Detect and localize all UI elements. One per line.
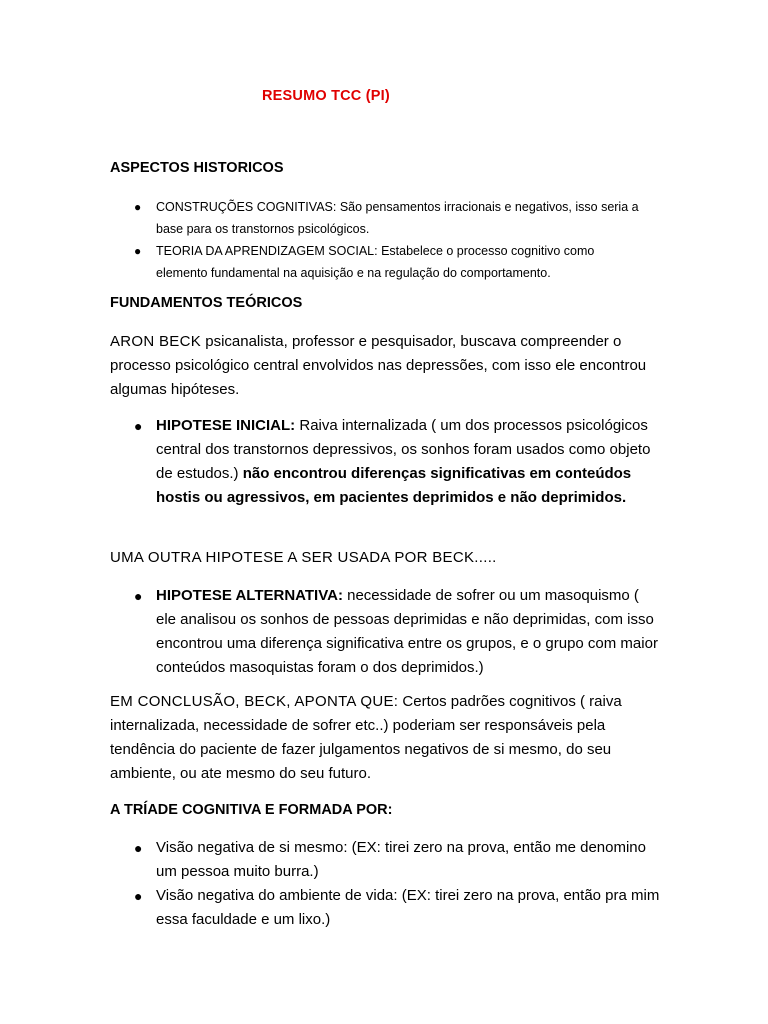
item-label: TEORIA DA APRENDIZAGEM SOCIAL: (156, 244, 378, 258)
historic-aspects-list (110, 196, 646, 284)
hypothesis-text: Raiva internalizada ( um dos processos psicológicos central dos transtornos depressivos, os sonhos foram usados como objeto de estudos.) (156, 417, 651, 482)
hypothesis-list-1 (110, 414, 662, 510)
hypothesis-text: necessidade de sofrer ou um masoquismo ( ele analisou os sonhos de pessoas deprimidas e não deprimidas, com isso encontrou uma diferença significativa entre os grupos, e o grupo com maior conteúdos masoquistas foram o dos deprimidos.) (156, 587, 658, 676)
intro-name: ARON BECK (110, 333, 202, 350)
list-item (110, 414, 662, 510)
hypothesis-label: HIPOTESE INICIAL: (156, 417, 296, 434)
hypothesis-list-2 (110, 584, 662, 680)
bullet-icon: ● (134, 840, 143, 856)
conclusion-text: Certos padrões cognitivos ( raiva internalizada, necessidade de sofrer etc..) poderiam ser responsáveis pela tendência do paciente de fazer julgamentos negativos de si mesmo, do seu ambiente, ou ate mesmo do seu futuro. (110, 693, 622, 782)
item-label: CONSTRUÇÕES COGNITIVAS: (156, 200, 337, 214)
list-item (110, 196, 646, 240)
item-text: Estabelece o processo cognitivo como elemento fundamental na aquisição e na regulação do comportamento. (156, 244, 595, 280)
cognitive-triad-list (110, 836, 662, 932)
intro-paragraph (110, 330, 655, 402)
hypothesis-label: HIPOTESE ALTERNATIVA: (156, 587, 343, 604)
list-item (110, 584, 662, 680)
bullet-icon: ● (134, 200, 142, 214)
conclusion-paragraph (110, 690, 655, 786)
item-text: São pensamentos irracionais e negativos, isso seria a base para os transtornos psicológicos. (156, 200, 639, 236)
section-heading-aspectos-historicos: ASPECTOS HISTORICOS (110, 160, 284, 176)
bullet-icon: ● (134, 244, 142, 258)
document-title: RESUMO TCC (PI) (262, 88, 390, 104)
intro-text: psicanalista, professor e pesquisador, buscava compreender o processo psicológico central envolvidos nas depressões, com isso ele encontrou algumas hipóteses. (110, 333, 647, 398)
list-item (110, 836, 662, 884)
transition-text: UMA OUTRA HIPOTESE A SER USADA POR BECK..... (110, 549, 497, 566)
list-item (110, 884, 662, 932)
bullet-icon: ● (134, 588, 143, 604)
item-text: Visão negativa de si mesmo: (EX: tirei zero na prova, então me denomino um pessoa muito burra.) (156, 839, 646, 880)
section-heading-triade-cognitiva: A TRÍADE COGNITIVA E FORMADA POR: (110, 802, 393, 818)
item-text: Visão negativa do ambiente de vida: (EX: tirei zero na prova, então pra mim essa faculdade e um lixo.) (156, 887, 660, 928)
bullet-icon: ● (134, 888, 143, 904)
hypothesis-finding: não encontrou diferenças significativas em conteúdos hostis ou agressivos, em pacientes deprimidos e não deprimidos. (156, 465, 632, 506)
list-item (110, 240, 646, 284)
conclusion-lead: EM CONCLUSÃO, BECK, APONTA QUE: (110, 693, 399, 710)
section-heading-fundamentos-teoricos: FUNDAMENTOS TEÓRICOS (110, 295, 303, 311)
bullet-icon: ● (134, 418, 143, 434)
